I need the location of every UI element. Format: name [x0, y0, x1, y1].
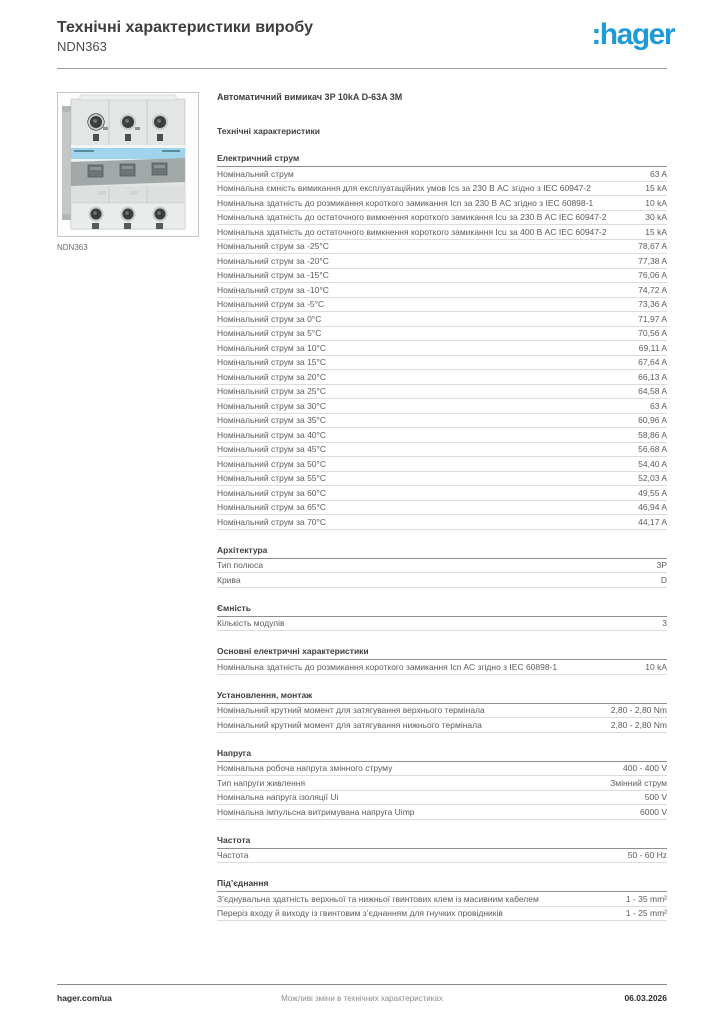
- spec-value: 3P: [656, 560, 667, 570]
- circuit-breaker-illustration: [58, 93, 198, 236]
- spec-label: Номінальний струм за 40°C: [217, 429, 327, 440]
- spec-label: Тип напруги живлення: [217, 777, 306, 788]
- spec-section: [217, 153, 667, 530]
- spec-row: [217, 805, 667, 820]
- spec-value: 71,97 A: [638, 313, 667, 324]
- product-image-caption: NDN363: [57, 243, 88, 252]
- spec-value: 400 - 400 V: [623, 763, 667, 773]
- spec-label: Номінальний струм за 10°C: [217, 342, 327, 353]
- spec-value: 15 kA: [645, 183, 667, 193]
- spec-value: 6000 V: [640, 806, 667, 817]
- spec-label: Номінальна напруга ізоляції Ui: [217, 792, 339, 802]
- footer-divider: [57, 984, 667, 985]
- spec-value: 74,72 A: [638, 284, 667, 295]
- spec-label: Номінальний струм за 60°C: [217, 487, 327, 498]
- tech-characteristics-heading: Технічні характеристики: [217, 126, 320, 136]
- spec-section: [217, 878, 667, 921]
- spec-row: [217, 443, 667, 458]
- spec-label: Номінальна робоча напруга змінного струму: [217, 763, 393, 773]
- spec-row: [217, 356, 667, 371]
- footer-date: 06.03.2026: [624, 993, 667, 1003]
- spec-value: 54,40 A: [638, 458, 667, 469]
- spec-row: [217, 428, 667, 443]
- spec-row: [217, 486, 667, 501]
- spec-section-title: Установлення, монтаж: [217, 690, 667, 704]
- spec-label: Номінальний струм за 45°C: [217, 444, 327, 454]
- footer-disclaimer: Можливі зміни в технічних характеристиках: [281, 994, 443, 1003]
- spec-label: Номінальна здатність до розмикання короткого замикання Icn за 230 В AC згідно з IEC 60898-1: [217, 197, 594, 208]
- header-divider: [57, 68, 667, 69]
- spec-value: 58,86 A: [638, 429, 667, 440]
- spec-row: [217, 472, 667, 487]
- spec-value: 73,36 A: [638, 299, 667, 309]
- spec-value: 56,68 A: [638, 444, 667, 454]
- spec-label: Номінальний струм: [217, 168, 294, 179]
- spec-label: Частота: [217, 850, 249, 860]
- spec-value: 1 - 25 mm²: [625, 908, 667, 918]
- spec-label: Номінальний струм за 35°C: [217, 415, 327, 425]
- spec-row: [217, 298, 667, 313]
- spec-row: [217, 849, 667, 864]
- spec-label: Номінальна імпульсна витримувана напруга Uimp: [217, 806, 415, 817]
- product-image: [57, 92, 199, 237]
- spec-value: 1 - 35 mm²: [625, 893, 667, 904]
- spec-value: 10 kA: [645, 661, 667, 672]
- spec-value: 63 A: [649, 168, 667, 179]
- spec-value: 76,06 A: [638, 270, 667, 280]
- spec-row: [217, 283, 667, 298]
- spec-section-title: Частота: [217, 835, 667, 849]
- spec-label: Номінальний струм за 70°C: [217, 516, 327, 527]
- spec-value: 70,56 A: [638, 328, 667, 338]
- spec-section: [217, 748, 667, 820]
- spec-value: 63 A: [649, 400, 667, 411]
- spec-label: Тип полюса: [217, 560, 263, 570]
- spec-label: Номінальна здатність до розмикання короткого замикання Icn AC згідно з IEC 60898-1: [217, 661, 558, 672]
- spec-label: Номінальний струм за 65°C: [217, 502, 327, 512]
- spec-label: Номінальний струм за 50°C: [217, 458, 327, 469]
- spec-row: [217, 312, 667, 327]
- spec-row: [217, 414, 667, 429]
- spec-value: 69,11 A: [638, 342, 667, 353]
- spec-label: Номінальний струм за 55°C: [217, 473, 327, 483]
- spec-value: 2,80 - 2,80 Nm: [610, 705, 667, 715]
- spec-value: 15 kA: [645, 226, 667, 237]
- spec-label: Номінальний струм за 20°C: [217, 371, 327, 382]
- spec-label: Номінальний крутний момент для затягування верхнього термінала: [217, 705, 485, 715]
- spec-label: Номінальна здатність до остаточного вимкнення короткого замикання Icu за 400 В AC IEC 60947-2: [217, 226, 607, 237]
- spec-section-title: Архітектура: [217, 545, 667, 559]
- spec-section: [217, 835, 667, 864]
- spec-value: 77,38 A: [638, 255, 667, 266]
- spec-row: [217, 225, 667, 240]
- spec-label: Номінальна ємність вимикання для експлуатаційних умов Ics за 230 В AC згідно з IEC 60947-2: [217, 183, 591, 193]
- spec-label: Номінальна здатність до остаточного вимкнення короткого замикання Icu за 230 В AC IEC 60947-2: [217, 212, 607, 222]
- spec-label: Номінальний струм за 5°C: [217, 328, 322, 338]
- spec-row: [217, 907, 667, 922]
- spec-table: [217, 153, 667, 921]
- spec-row: [217, 327, 667, 342]
- spec-column: [217, 92, 667, 921]
- spec-row: [217, 776, 667, 791]
- spec-row: [217, 240, 667, 255]
- spec-row: [217, 341, 667, 356]
- spec-section-title: Під’єднання: [217, 878, 667, 892]
- spec-label: Номінальний струм за -20°C: [217, 255, 329, 266]
- spec-section-title: Електричний струм: [217, 153, 667, 167]
- spec-row: [217, 457, 667, 472]
- spec-row: [217, 182, 667, 197]
- spec-value: 66,13 A: [638, 371, 667, 382]
- spec-section: [217, 603, 667, 632]
- spec-row: [217, 254, 667, 269]
- spec-label: Номінальний струм за -10°C: [217, 284, 329, 295]
- spec-label: Номінальний струм за -5°C: [217, 299, 325, 309]
- spec-label: Кількість модулів: [217, 618, 285, 628]
- spec-value: 3: [662, 618, 667, 628]
- spec-value: 30 kA: [645, 212, 667, 222]
- spec-label: Номінальний струм за 15°C: [217, 357, 327, 367]
- spec-row: [217, 892, 667, 907]
- spec-label: Переріз входу й виходу із гвинтовим з’єднанням для гнучких провідників: [217, 908, 503, 918]
- spec-value: 60,96 A: [638, 415, 667, 425]
- hager-logo: :hager: [591, 18, 674, 51]
- spec-row: [217, 559, 667, 574]
- spec-label: Номінальний струм за -25°C: [217, 241, 329, 251]
- spec-value: 67,64 A: [638, 357, 667, 367]
- spec-value: 10 kA: [645, 197, 667, 208]
- spec-value: 44,17 A: [638, 516, 667, 527]
- spec-row: [217, 269, 667, 284]
- spec-label: З’єднувальна здатність верхньої та нижньої гвинтових клем із масивним кабелем: [217, 893, 539, 904]
- spec-value: 64,58 A: [638, 386, 667, 396]
- product-title: Автоматичний вимикач 3P 10kA D-63A 3M: [217, 92, 403, 102]
- spec-row: [217, 617, 667, 632]
- spec-row: [217, 211, 667, 226]
- spec-value: Змінний струм: [610, 777, 667, 788]
- product-reference: NDN363: [57, 39, 107, 54]
- spec-row: [217, 385, 667, 400]
- spec-value: 52,03 A: [638, 473, 667, 483]
- spec-label: Номінальний крутний момент для затягування нижнього термінала: [217, 719, 482, 730]
- spec-section: [217, 646, 667, 675]
- spec-label: Крива: [217, 574, 241, 585]
- footer-website: hager.com/ua: [57, 993, 112, 1003]
- spec-label: Номінальний струм за -15°C: [217, 270, 329, 280]
- spec-value: 500 V: [644, 792, 667, 802]
- spec-value: 50 - 60 Hz: [627, 850, 667, 860]
- spec-row: [217, 167, 667, 182]
- spec-section-title: Основні електричні характеристики: [217, 646, 667, 660]
- spec-row: [217, 762, 667, 777]
- spec-value: 2,80 - 2,80 Nm: [610, 719, 667, 730]
- spec-value: 46,94 A: [638, 502, 667, 512]
- spec-row: [217, 660, 667, 675]
- spec-section: [217, 545, 667, 588]
- spec-row: [217, 718, 667, 733]
- spec-row: [217, 501, 667, 516]
- spec-row: [217, 196, 667, 211]
- spec-section-title: Ємність: [217, 603, 667, 617]
- spec-row: [217, 515, 667, 530]
- spec-row: [217, 399, 667, 414]
- spec-value: D: [660, 574, 667, 585]
- spec-value: 78,67 A: [638, 241, 667, 251]
- spec-row: [217, 370, 667, 385]
- spec-row: [217, 704, 667, 719]
- spec-label: Номінальний струм за 30°C: [217, 400, 327, 411]
- spec-value: 49,55 A: [638, 487, 667, 498]
- spec-row: [217, 573, 667, 588]
- spec-label: Номінальний струм за 0°C: [217, 313, 322, 324]
- spec-section-title: Напруга: [217, 748, 667, 762]
- spec-row: [217, 791, 667, 806]
- spec-label: Номінальний струм за 25°C: [217, 386, 327, 396]
- page-title: Технічні характеристики виробу: [57, 19, 313, 36]
- spec-section: [217, 690, 667, 733]
